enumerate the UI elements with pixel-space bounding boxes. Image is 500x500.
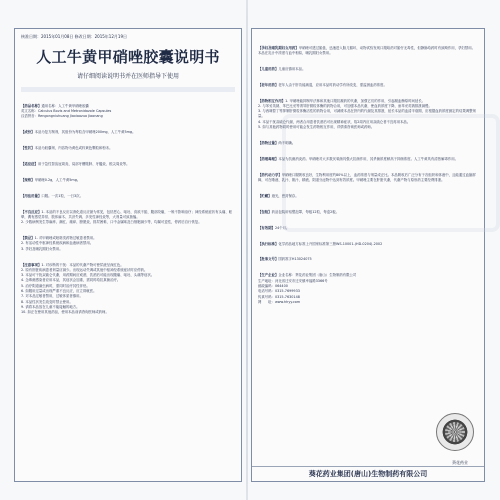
page-subtitle: 请仔细阅读说明书并在医师指导下使用 (76, 73, 179, 80)
left-section-2: 【性状】本品为胶囊剂，内容物为黄色或棕黄色颗粒和粉末。 (21, 145, 113, 150)
section-divider (21, 87, 235, 92)
right-section-2: 【老年用药】老年人由于肝功能减退，应用本品时药动学有所改变，需监测血药浓度。 (258, 82, 387, 87)
left-page (14, 28, 242, 482)
right-section-7: 【贮藏】遮光，密封保存。 (258, 193, 299, 198)
left-section-7: 【禁忌】1. 对甲硝唑或吡咯类药物过敏患者禁用。 2. 有活动性中枢神经系统疾病和血液病者禁用。 3. 孕妇及哺乳期妇女禁用。 (21, 236, 97, 251)
right-section-1: 【儿童用药】儿童应慎用本品。 (258, 66, 306, 71)
sunflower-logo-icon (436, 413, 474, 451)
right-section-4: 【药物过量】尚不明确。 (258, 140, 296, 145)
right-section-12: 【生产企业】企业名称：葵花药业集团（唐山）生物制药有限公司 生产地址：河北省迁安市迁安镇幸福路3366号 邮政编码：064400 电话号码：0315-7699933 传真号码：0315-7630148 网 址：www.hhyy.com (258, 273, 357, 304)
right-section-0: 【孕妇及哺乳期妇女用药】甲硝唑可透过胎盘，迅速进入胎儿循环，动物试验发现口服给药对胎仔无毒性，但静脉给药时有致畸作用，孕妇禁用。本品在乳汁中浓度与血中相似，哺乳期妇女禁用。 (258, 45, 475, 55)
logo-caption: 葵花药业 (452, 460, 468, 465)
left-section-8: 【注意事项】1. 对诊断的干扰：本品的代谢产物可使尿液呈深红色。 2. 原有肝脏疾病患者剂量应减少。出现运动失调或其他中枢神经系统症状时应停药。 3. 本品可干扰双硫仑代谢，用药期间应戒酒，饮酒后可能出现腹痛、呕吐、头痛等症状。 4. 念珠菌感染者应用本品，其症状会加重，需同时给抗真菌治疗。 5. 治疗阴道滴虫病时，需同时治疗其性伴侣。 6. 如服用过量或出现严重不良反应，应立即就医。 7. 对本品过敏者禁用，过敏体质者慎用。 8. 本品性状发生改变时禁止使用。 9. 请将本品放在儿童不能接触的地方。 10. 如正在使用其他药品，使用本品前请咨询医师或药师。 (21, 262, 155, 315)
right-section-10: 【执行标准】化学药品地方标准上升国家标准第三册WS-10001-(HD-0204)-2002 (258, 241, 383, 246)
approval-dates: 核准日期：2015年01月08日 修改日期：2015年12月19日 (21, 34, 127, 39)
company-footer: 葵花药业集团(唐山)生物制药有限公司 (308, 470, 428, 478)
right-page (251, 28, 485, 482)
right-section-11: 【批准文号】国药准字H13024075 (258, 257, 312, 262)
right-section-3: 【药物相互作用】1. 甲硝唑能抑制华法林和其他口服抗凝药的代谢，加强它们的作用，引起凝血酶原时间延长。 2. 与苯妥英钠、苯巴比妥等诱导肝微粒体酶的药物合用，可加强本品代谢，使血药浓度下降，而苯妥英钠排泄减慢。 3. 与西咪替丁等抑制肝微粒体酶活性的药物合用，可减缓本品在肝内的代谢及其排泄，延长本品的血清半衰期，应根据血药浓度测定的结果调整剂量。 4. 本品干扰双硫仑代谢，两者合用患者饮酒后可出现精神症状，故2周内应用双硫仑者不宜再用本品。 5. 如与其他药物同时使用可能会发生药物相互作用，详情请咨询医师或药师。 (258, 98, 476, 130)
page-title: 人工牛黄甲硝唑胶囊说明书 (36, 48, 220, 66)
right-text-block (258, 35, 478, 461)
left-section-5: 【用法用量】口服。一次1粒，一日3次。 (21, 193, 83, 198)
left-section-6: 【不良反应】1. 本品的不良反应以消化道反应最为常见，包括恶心、呕吐、食欲不振、腹部绞痛，一般不影响治疗；神经系统症状有头痛、眩晕，偶有感觉异常、肢体麻木、共济失调、多发性神经炎等，大剂量可致抽搐。 2. 少数病例发生荨麻疹、潮红、瘙痒、膀胱炎、排尿困难、口中金属味及白细胞减少等，均属可逆性，停药后自行恢复。 (21, 209, 233, 225)
left-section-4: 【规格】甲硝唑0.2g，人工牛黄5mg。 (21, 177, 81, 182)
right-section-9: 【有效期】24个月。 (258, 225, 290, 230)
left-section-0: 【药品名称】通用名称：人工牛黄甲硝唑胶囊 英文名称：Calculus Bovis and Metronidazole Capsules 汉语拼音：Rengongniuhuang Jiaxiaozuo Jiaonang (21, 103, 112, 119)
right-section-5: 【药理毒理】本品为抗菌消炎药。甲硝唑对大多数厌氧菌具强大抗菌作用，其杀菌浓度稍高于抑菌浓度。人工牛黄具有清热解毒作用。 (258, 156, 459, 161)
fold-crease (246, 0, 248, 500)
right-section-8: 【包装】药品包装用铝塑泡罩，每板12粒，每盒2板。 (258, 209, 340, 214)
left-text-block (21, 93, 235, 473)
right-section-6: 【药代动力学】甲硝唑口服吸收良好，生物利用度约80%以上，血药浓度与剂量成正比。本品吸收后广泛分布于各组织和体液中，且能通过血脑屏障，可在唾液、乳汁、胆汁、精液、阴道分泌物中达到有效浓度。甲硝唑主要在肝脏代谢，代谢产物与原形药主要经肾排泄。 (258, 172, 476, 183)
left-section-1: 【成份】本品为复方制剂，其组份为每粒含甲硝唑200mg，人工牛黄5mg。 (21, 130, 136, 135)
left-section-3: 【适应症】用于急性智齿冠周炎、局部牙槽脓肿、牙髓炎、根尖周炎等。 (21, 161, 130, 166)
